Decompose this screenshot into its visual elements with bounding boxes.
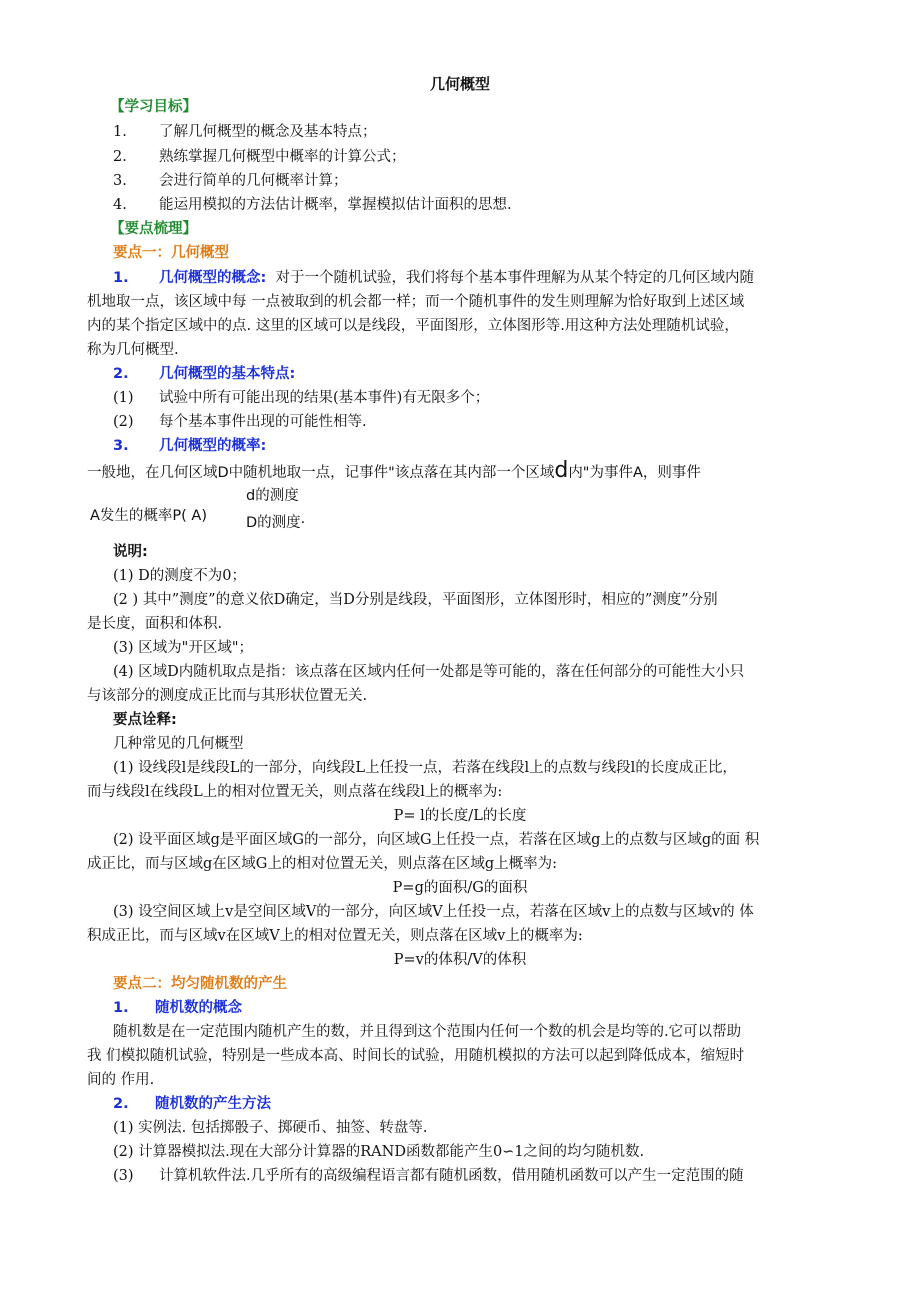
random-concept-line: 间的 作用. [87, 1072, 155, 1088]
item-number: 1. [113, 124, 127, 140]
note-line: (3) 区域为"开区域"； [113, 640, 253, 656]
random-method-item [113, 1166, 744, 1186]
feature-number: (2) [113, 414, 134, 430]
section-header-objectives: 【学习目标】 [110, 99, 197, 115]
note-line: 与该部分的测度成正比而与其形状位置无关. [87, 688, 368, 704]
features-number: 2. [113, 366, 129, 382]
concept-number: 1. [113, 270, 129, 286]
concept-line: 内的某个指定区域中的点. 这里的区域可以是线段，平面图形，立体图形等.用这种方法处理随机试验， [87, 318, 739, 334]
feature-item [113, 388, 489, 408]
formula-line: P= l的长度/L的长度 [393, 808, 527, 824]
probability-number: 3. [113, 438, 129, 454]
concept-label: 几何概型的概念: [159, 270, 267, 286]
probability-heading [113, 436, 266, 456]
explain-line: (2) 设平面区域g是平面区域G的一部分，向区域G上任投一点，若落在区域g上的点数与区域g的面 积 [113, 832, 760, 848]
random-concept-number: 1. [113, 1000, 129, 1016]
concept-line: 称为几何概型. [87, 342, 179, 358]
random-concept-label: 随机数的概念 [155, 1000, 242, 1016]
explain-label: 要点诠释: [113, 712, 177, 728]
point1-header: 要点一：几何概型 [113, 245, 229, 261]
random-method-item: (2) 计算器模拟法.现在大部分计算器的RAND函数都能产生0∽1之间的均匀随机数. [113, 1144, 645, 1160]
probability-definition [87, 458, 701, 486]
probability-text-a: 一般地，在几何区域D中随机地取一点，记事件"该点落在其内部一个区域 [87, 465, 555, 481]
formula-denominator: D的测度· [246, 515, 306, 531]
probability-text-b: 内"为事件A，则事件 [568, 465, 701, 481]
concept-text: 对于一个随机试验，我们将每个基本事件理解为从某个特定的几何区域内随 [275, 270, 755, 286]
feature-text: 试验中所有可能出现的结果(基本事件)有无限多个； [159, 390, 490, 406]
explain-line: 成正比，而与区域g在区域G上的相对位置无关，则点落在区域g上概率为: [87, 856, 558, 872]
objective-item [113, 195, 512, 215]
item-text: 会进行简单的几何概率计算； [159, 173, 348, 189]
concept-line [113, 268, 754, 288]
random-method-label: 随机数的产生方法 [155, 1096, 271, 1112]
page-title: 几何概型 [429, 75, 490, 93]
objective-item [113, 147, 406, 167]
formula-prefix: A发生的概率P( A) [90, 508, 208, 524]
random-method-number: 2. [113, 1096, 129, 1112]
objective-item [113, 122, 377, 142]
probability-label: 几何概型的概率: [159, 438, 267, 454]
item-text: 了解几何概型的概念及基本特点； [159, 124, 377, 140]
formula-numerator: d的测度 [246, 488, 299, 504]
item-number: 4. [113, 197, 127, 213]
note-line: (4) 区域D内随机取点是指：该点落在区域内任何一处都是等可能的，落在任何部分的可能性大小只 [113, 664, 745, 680]
features-label: 几何概型的基本特点: [159, 366, 296, 382]
note-line: (2 ) 其中”测度”的意义依D确定，当D分别是线段，平面图形，立体图形时，相应的”测度”分别 [113, 592, 718, 608]
item-text: 能运用模拟的方法估计概率，掌握模拟估计面积的思想. [159, 197, 512, 213]
notes-label: 说明: [113, 544, 148, 560]
method-text: 计算机软件法.几乎所有的高级编程语言都有随机函数，借用随机函数可以产生一定范围的随 [159, 1168, 744, 1184]
explain-line: 而与线段l在线段L上的相对位置无关，则点落在线段l上的概率为: [87, 784, 503, 800]
concept-line: 机地取一点，该区域中每 一点被取到的机会都一样；而一个随机事件的发生则理解为恰好取到上述区域 [87, 294, 745, 310]
random-method-item: (1) 实例法. 包括掷骰子、掷硬币、抽签、转盘等. [113, 1120, 428, 1136]
region-d-symbol: d [554, 458, 569, 483]
formula-line: P=g的面积/G的面积 [392, 880, 528, 896]
random-concept-heading [113, 998, 242, 1018]
point2-header: 要点二：均匀随机数的产生 [113, 976, 287, 992]
explain-line: (3) 设空间区域上v是空间区域V的一部分，向区域V上任投一点，若落在区域v上的点数与区域v的 体 [113, 904, 754, 920]
item-text: 熟练掌握几何概型中概率的计算公式； [159, 149, 406, 165]
features-heading [113, 364, 295, 384]
explain-line: 几种常见的几何概型 [113, 736, 244, 752]
random-concept-line: 我 们模拟随机试验，特别是一些成本高、时间长的试验，用随机模拟的方法可以起到降低成本，缩短时 [87, 1048, 745, 1064]
note-line: (1) D的测度不为0； [113, 568, 246, 584]
explain-line: 积成正比，而与区域v在区域V上的相对位置无关，则点落在区域v上的概率为: [87, 928, 583, 944]
section-header-key-points: 【要点梳理】 [110, 221, 197, 237]
explain-line: (1) 设线段l是线段L的一部分，向线段L上任投一点，若落在线段l上的点数与线段l的长度成正比， [113, 760, 737, 776]
item-number: 3. [113, 173, 127, 189]
random-method-heading [113, 1094, 271, 1114]
formula-line: P=v的体积/V的体积 [393, 952, 527, 968]
feature-item [113, 412, 367, 432]
random-concept-line: 随机数是在一定范围内随机产生的数，并且得到这个范围内任何一个数的机会是均等的.它可以帮助 [113, 1024, 742, 1040]
feature-number: (1) [113, 390, 134, 406]
objective-item [113, 171, 348, 191]
method-number: (3) [113, 1168, 134, 1184]
note-line: 是长度，面积和体积. [87, 616, 223, 632]
item-number: 2. [113, 149, 127, 165]
feature-text: 每个基本事件出现的可能性相等. [159, 414, 367, 430]
